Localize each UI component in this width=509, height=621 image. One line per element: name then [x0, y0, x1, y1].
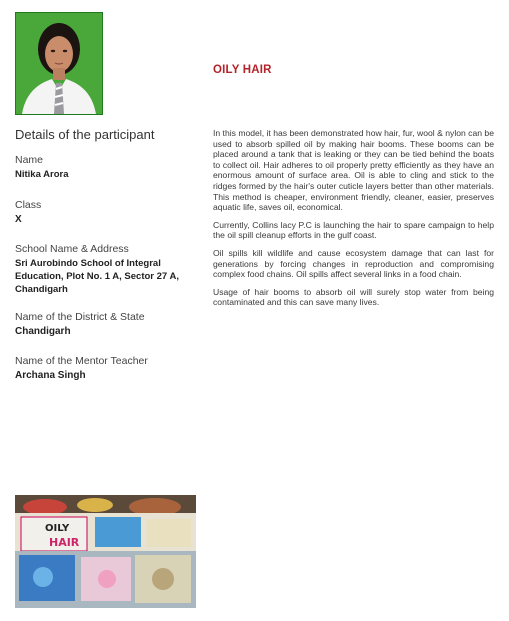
article-paragraph: Usage of hair booms to absorb oil will surely stop water from being contaminated and this can save many lives.	[213, 286, 494, 308]
district-label: Name of the District & State	[15, 311, 145, 323]
participant-photo	[15, 12, 103, 115]
participant-mentor-field	[15, 355, 205, 382]
project-model-photo	[15, 495, 196, 608]
participant-school-field	[15, 243, 180, 296]
sign-oily-text: OILY	[45, 523, 70, 534]
class-label: Class	[15, 199, 42, 211]
participant-district-field	[15, 311, 205, 338]
class-value: X	[15, 214, 22, 225]
mentor-value: Archana Singh	[15, 370, 86, 381]
article-body	[213, 128, 494, 315]
sign-hair-text: HAIR	[49, 536, 80, 549]
article-paragraph: Oil spills kill wildlife and cause ecosystem damage that can last for generations by forcing changes in reproduction and compromising complex food chains. Oil spills affect several links in a food chain.	[213, 247, 494, 280]
district-value: Chandigarh	[15, 326, 71, 337]
participant-name-field	[15, 154, 205, 181]
school-value: Sri Aurobindo School of Integral Education, Plot No. 1 A, Sector 27 A, Chandigarh	[15, 258, 179, 295]
name-label: Name	[15, 154, 44, 166]
participant-class-field	[15, 199, 205, 226]
article-paragraph: Currently, Collins lacy P.C is launching the hair to spare campaign to help the oil spill cleanup efforts in the gulf coast.	[213, 219, 494, 241]
participant-details-heading: Details of the participant	[15, 127, 155, 142]
name-value: Nitika Arora	[15, 169, 69, 180]
article-paragraph: In this model, it has been demonstrated how hair, fur, wool & nylon can be used to absorb spilled oil by making hair booms. These booms can be placed around a tank that is leaking or they can be tied behind the boats to collect oil. Hair adheres to oil properly pretty efficiently as they have an enormous amount of surface area. Oil is able to cling and stick to the ridges formed by the hair's outer cuticle layers better than other materials. This method is cheaper, environment friendly, cleaner, easier, preserves aquatic life, saves oil, economical.	[213, 128, 494, 213]
mentor-label: Name of the Mentor Teacher	[15, 355, 148, 367]
article-title: OILY HAIR	[213, 64, 272, 76]
school-label: School Name & Address	[15, 243, 129, 255]
